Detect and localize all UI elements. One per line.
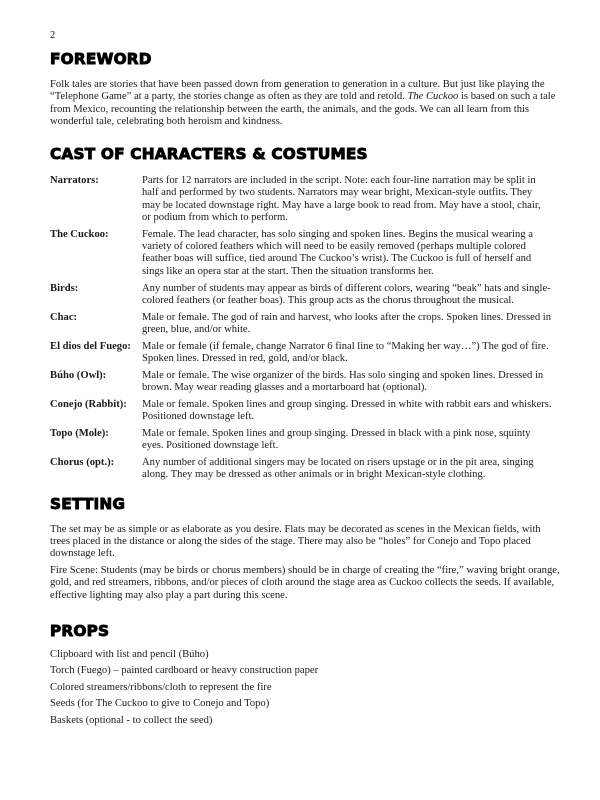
cast-row-topo (50, 428, 560, 453)
cast-description: Female. The lead character, has solo singing and spoken lines. Begins the musical wearing a variety of colored feathers which will need to be easily removed (perhaps multiple colored feather boas will suffice, tied around The Cuckoo’s wrist). The Cuckoo is full of herself and sings like an opera star at the start. Then the situation transforms her. (142, 228, 533, 277)
cast-name: Topo (Mole): (50, 428, 109, 440)
cast-name: Narrators: (50, 175, 99, 187)
cast-description: Any number of students may appear as birds of different colors, wearing “beak” hats and single-colored feathers (or feather boas). This group acts as the chorus throughout the musical. (142, 282, 551, 306)
props-section (50, 623, 560, 727)
foreword-section (50, 51, 560, 128)
cast-name: Búho (Owl): (50, 369, 107, 381)
foreword-heading: FOREWORD (50, 50, 152, 68)
fire-scene-paragraph: Fire Scene: Students (may be birds or chorus members) should be in charge of creating the “fire,” waving bright orange, gold, and red streamers, ribbons, and/or pieces of cloth around the stage area as Cuckoo collects the seeds. If available, effective lighting may also play a part during this scene. (50, 565, 560, 601)
document-page (50, 30, 560, 731)
cast-row-conejo (50, 399, 560, 424)
props-item: Seeds (for The Cuckoo to give to Conejo and Topo) (50, 698, 270, 710)
cast-name: Chac: (50, 311, 78, 323)
cast-heading: CAST OF CHARACTERS & COSTUMES (50, 145, 368, 164)
cast-description: Parts for 12 narrators are included in the script. Note: each four-line narration may be split in half and performed by two students. Narrators may wear bright, Mexican-style outfits. They may be located downstage right. May have a large book to read from. May have a stool, chair, or podium from which to perform. (142, 175, 541, 224)
cast-table (50, 175, 560, 482)
cast-description: Any number of additional singers may be located on risers upstage or in the pit area, singing along. They may be dressed as other animals or in bright Mexican-style clothing. (142, 457, 534, 481)
cast-row-birds (50, 283, 560, 308)
cast-name: El dios del Fuego: (50, 340, 131, 352)
cast-description: Male or female. Spoken lines and group singing. Dressed in white with rabbit ears and whiskers. Positioned downstage left. (142, 398, 552, 423)
cast-row-chac (50, 312, 560, 337)
setting-section (50, 496, 560, 602)
props-item: Clipboard with list and pencil (Búho) (50, 649, 209, 660)
cast-row-buho (50, 370, 560, 395)
cast-name: Chorus (opt.): (50, 457, 115, 469)
props-heading: PROPS (50, 622, 110, 640)
setting-heading: SETTING (50, 494, 126, 513)
foreword-text-part-2: is based on such a tale from Mexico, recounting the relationship between the earth, the animals, and the gods. We can all learn from this wonderful tale, celebrating both heroism and kindness. (50, 91, 556, 127)
cast-description: Male or female. Spoken lines and group singing. Dressed in black with a pink nose, squinty eyes. Positioned downstage left. (142, 428, 531, 452)
cast-name: Birds: (50, 282, 79, 294)
cast-row-fuego (50, 341, 560, 366)
cast-description: Male or female. The wise organizer of the birds. Has solo singing and spoken lines. Dressed in brown. May wear reading glasses and a mortarboard hat (optional). (142, 369, 544, 394)
props-item: Baskets (optional - to collect the seed) (50, 714, 213, 726)
cast-description: Male or female (if female, change Narrator 6 final line to “Making her way…”) The god of fire. Spoken lines. Dressed in red, gold, and/or black. (142, 340, 549, 365)
cast-section (50, 146, 560, 482)
props-item: Torch (Fuego) – painted cardboard or heavy construction paper (50, 665, 319, 677)
setting-paragraph: The set may be as simple or as elaborate as you desire. Flats may be decorated as scenes in the Mexican fields, with trees placed in the distance or along the sides of the stage. There may also be “holes” for Conejo and Topo placed downstage left. (50, 523, 541, 560)
foreword-text-part-1: Folk tales are stories that have been passed down from generation to generation in a culture. But just like playing the “Telephone Game” at a party, the stories change as often as they are told and retold. (50, 79, 545, 103)
foreword-paragraph (50, 79, 560, 128)
cast-row-chorus (50, 457, 560, 482)
cast-row-narrators (50, 175, 560, 224)
cast-name: Conejo (Rabbit): (50, 398, 127, 410)
foreword-title-italic: The Cuckoo (407, 91, 459, 103)
cast-name: The Cuckoo: (50, 228, 109, 240)
cast-row-cuckoo (50, 229, 560, 278)
page-number: 2 (50, 30, 56, 41)
props-list (50, 649, 560, 727)
cast-description: Male or female. The god of rain and harvest, who looks after the crops. Spoken lines. Dressed in green, blue, and/or white. (142, 311, 552, 335)
props-item: Colored streamers/ribbons/cloth to represent the fire (50, 681, 272, 693)
